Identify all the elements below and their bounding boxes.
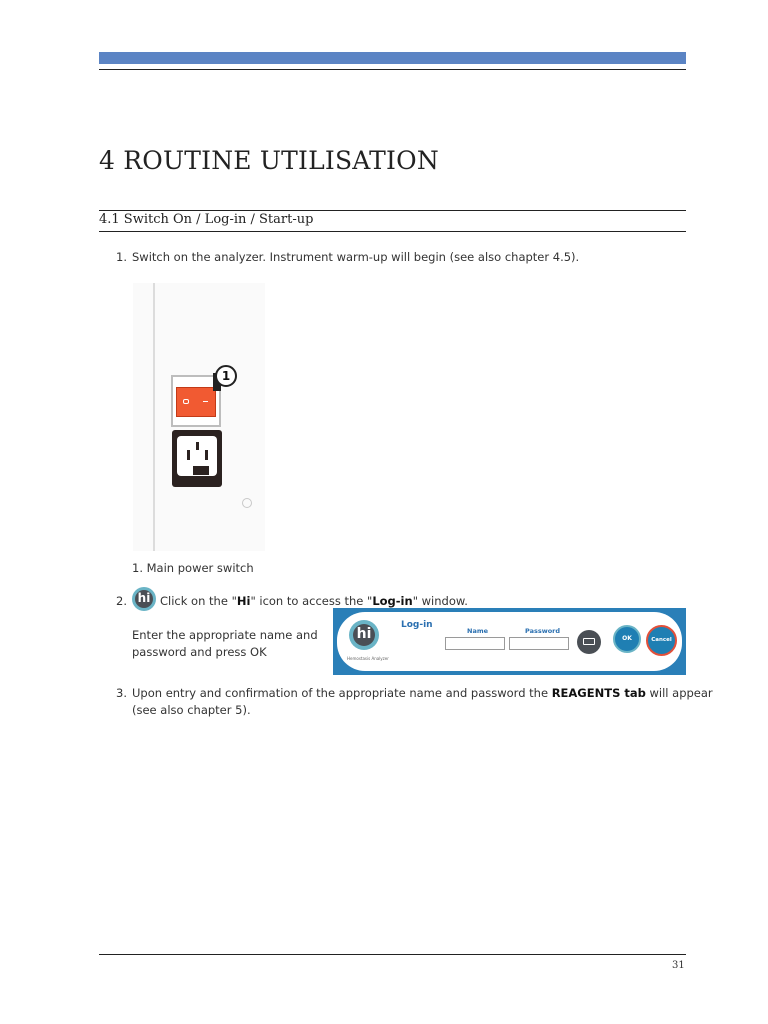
step-2-number: 2.: [116, 594, 127, 608]
login-logo-caption: Hemostasis Analyzer: [347, 656, 389, 661]
screw-icon: [242, 498, 252, 508]
step-2-text-before: Click on the ": [160, 594, 237, 608]
socket-face: [177, 436, 217, 476]
callout-badge: [215, 365, 237, 387]
cancel-button[interactable]: Cancel: [646, 625, 677, 656]
callout-number: 1: [221, 369, 231, 383]
chapter-title: 4 ROUTINE UTILISATION: [99, 146, 439, 175]
switch-on-mark: [203, 401, 208, 402]
step-2-hi-bold: Hi: [236, 594, 251, 608]
step-2-subline-2: password and press OK: [132, 645, 267, 659]
login-title: Log-in: [401, 620, 433, 630]
figure-caption: 1. Main power switch: [132, 561, 254, 575]
power-switch-icon: [176, 387, 216, 417]
section-rule-top: [99, 210, 686, 211]
login-hi-logo-icon: [349, 620, 379, 650]
password-label: Password: [525, 627, 561, 635]
login-window-body: [337, 612, 682, 671]
keyboard-icon: [583, 638, 595, 645]
header-band: [99, 52, 686, 64]
socket-pin: [187, 450, 190, 460]
login-window: [333, 608, 686, 675]
switch-off-mark: [183, 399, 189, 404]
socket-pin: [205, 450, 208, 460]
socket-pin: [196, 442, 199, 450]
step-3-line-2: (see also chapter 5).: [132, 703, 251, 717]
password-field[interactable]: [509, 637, 569, 650]
step-1-text: Switch on the analyzer. Instrument warm-up will begin (see also chapter 4.5).: [132, 250, 580, 264]
figure-panel-edge: [153, 283, 155, 551]
footer-rule: [99, 954, 686, 955]
power-socket-icon: [172, 430, 222, 487]
page-number: 31: [672, 960, 685, 971]
step-2-subline-1: Enter the appropriate name and: [132, 628, 318, 642]
step-2-login-bold: Log-in: [372, 594, 413, 608]
hi-logo-label: hi: [135, 590, 153, 608]
name-label: Name: [467, 627, 489, 635]
step-3-reagents-bold: REAGENTS tab: [551, 686, 646, 700]
name-field[interactable]: [445, 637, 505, 650]
step-2-text-middle: " icon to access the ": [250, 594, 373, 608]
header-rule: [99, 69, 686, 70]
step-3-line-1: [132, 686, 713, 700]
step-3-number: 3.: [116, 686, 127, 700]
step-2-text: [160, 594, 468, 608]
login-logo-text: hi: [353, 624, 375, 646]
step-3-text-after: will appear: [645, 686, 713, 700]
fuse-holder: [193, 466, 209, 475]
step-1-number: 1.: [116, 250, 127, 264]
section-rule-bottom: [99, 231, 686, 232]
step-3-text-before: Upon entry and confirmation of the appropriate name and password the: [132, 686, 552, 700]
section-title: 4.1 Switch On / Log-in / Start-up: [99, 212, 314, 227]
keyboard-button[interactable]: [577, 630, 601, 654]
step-2-text-after: " window.: [412, 594, 468, 608]
hi-logo-icon[interactable]: [132, 587, 156, 611]
power-switch-figure: [133, 283, 265, 551]
ok-button[interactable]: OK: [613, 625, 641, 653]
